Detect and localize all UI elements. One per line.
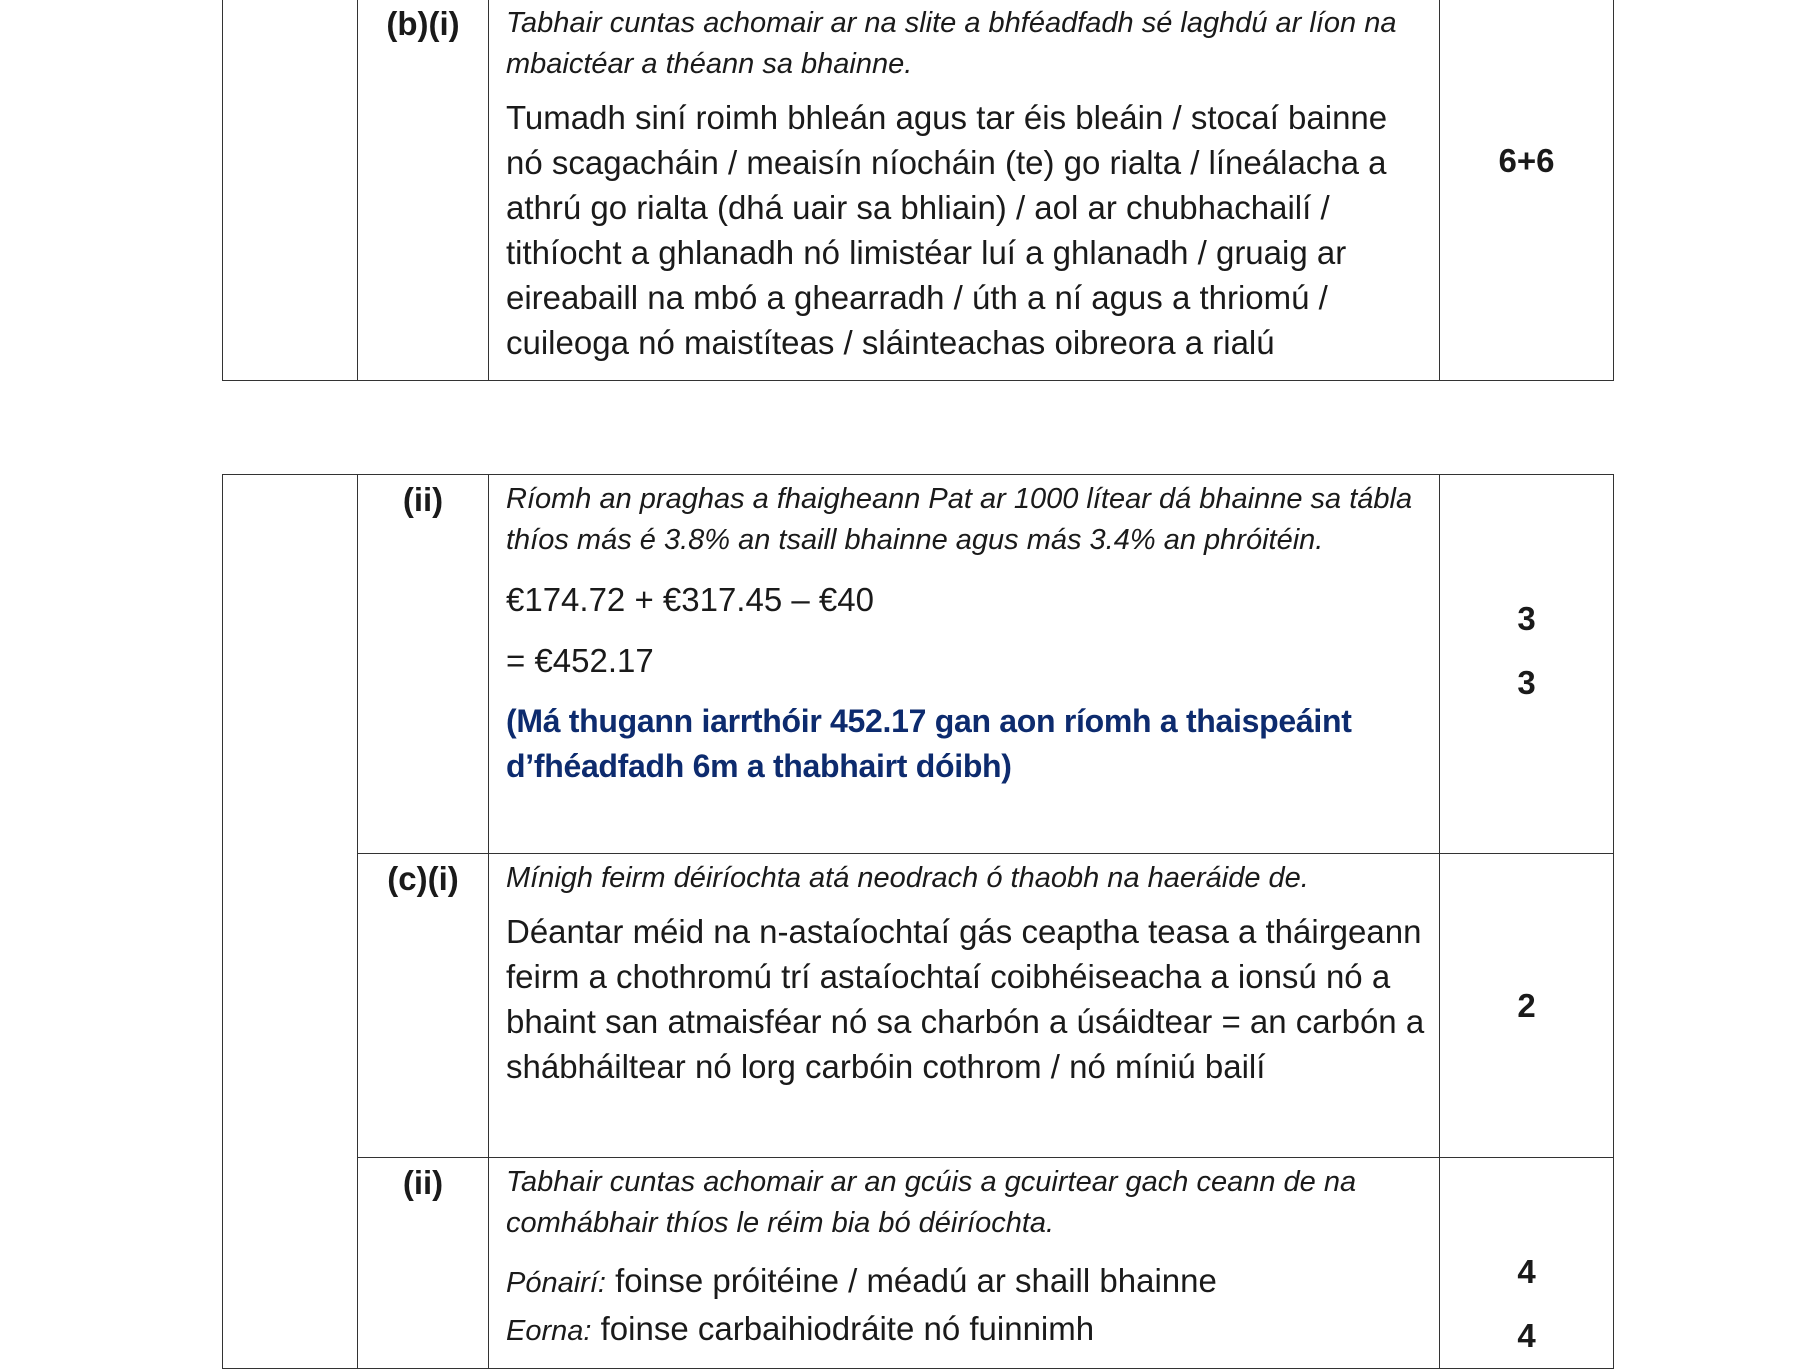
answer-text: Déantar méid na n-astaíochtaí gás ceaptha teasa a tháirgeann feirm a chothromú trí astaíochtaí coibhéiseacha a ionsú nó a bhaint san atmaisféar nó sa charbón a úsáidtear = an carbón a shábháiltear nó lorg carbóin cothrom / nó míniú bailí [506,913,1425,1085]
marks-cell [1440,475,1614,854]
question-number: (ii) [358,1158,489,1369]
table-row [223,854,1614,1158]
marks-value: 3 [1517,600,1536,637]
item-label: Pónairí: [506,1267,606,1299]
question-cell [489,475,1440,854]
item-text: foinse carbaihiodráite nó fuinnimh [591,1310,1095,1347]
blank-column-cell [223,0,358,381]
question-cell [489,1158,1440,1369]
marks-value: 3 [1517,664,1536,701]
marks-value: 4 [1517,1317,1536,1354]
question-number: (b)(i) [358,0,489,381]
marks-cell [1440,1158,1614,1369]
marks-value: 2 [1517,986,1536,1024]
marks-cell [1440,854,1614,1158]
question-number: (ii) [358,475,489,854]
question-cell [489,854,1440,1158]
item-text: foinse próitéine / méadú ar shaill bhainne [605,1262,1217,1299]
marking-table-2 [222,474,1614,1369]
marks-cell [1440,0,1614,381]
question-number: (c)(i) [358,854,489,1158]
question-text: Mínigh feirm déiríochta atá neodrach ó thaobh na haeráide de. [506,862,1309,894]
marking-table-1 [222,0,1614,381]
question-text: Tabhair cuntas achomair ar na slite a bhféadfadh sé laghdú ar líon na mbaictéar a théann sa bhainne. [506,7,1397,80]
list-item [506,1258,1425,1306]
marks-value: 4 [1517,1253,1536,1290]
blank-column-cell [223,475,358,1369]
list-item [506,1306,1425,1354]
question-text: Tabhair cuntas achomair ar an gcúis a gcuirtear gach ceann de na comhábhair thíos le réim bia bó déiríochta. [506,1166,1357,1239]
table-row [223,475,1614,854]
table-row [223,0,1614,381]
question-cell [489,0,1440,381]
question-text: Ríomh an praghas a fhaigheann Pat ar 1000 lítear dá bhainne sa tábla thíos más é 3.8% an tsaill bhainne agus más 3.4% an phróitéin. [506,483,1413,556]
calculation-line: €174.72 + €317.45 – €40 [506,581,874,618]
marks-value: 6+6 [1498,141,1555,179]
table-row [223,1158,1614,1369]
answer-text: Tumadh siní roimh bhleán agus tar éis bleáin / stocaí bainne nó scagacháin / meaisín níocháin (te) go rialta / líneálacha a athrú go rialta (dhá uair sa bhliain) / aol ar chubhachailí / tithíocht a ghlanadh nó limistéar luí a ghlanadh / gruaig ar eireabaill na mbó a ghearradh / úth a ní agus a thriomú / cuileoga nó maistíteas / sláinteachas oibreora a rialú [506,99,1388,361]
item-label: Eorna: [506,1315,592,1347]
result-line: = €452.17 [506,642,654,679]
examiner-note: (Má thugann iarrthóir 452.17 gan aon ríomh a thaispeáint d’fhéadfadh 6m a thabhairt dóibh) [506,703,1352,784]
